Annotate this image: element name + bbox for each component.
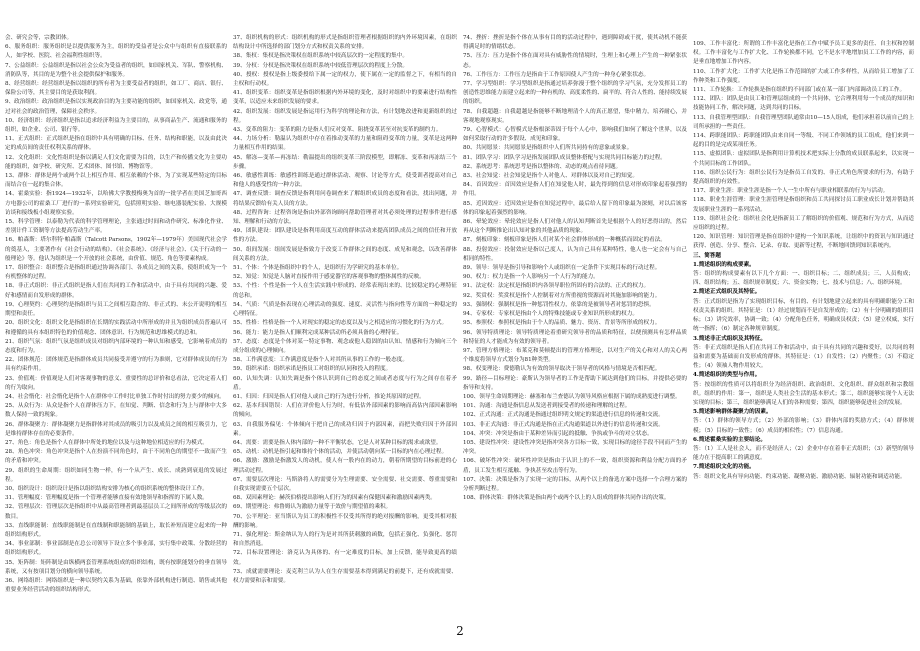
paragraph: 43、变革的阻力：变革的阻力是指人们反对变革、阻挠变革甚至对抗变革的制约力。 (233, 127, 442, 134)
paragraph: 答：按组织的性质可以将组织分为经济组织、政治组织、文化组织、群众组织和宗教组织。组织的作用：第一，组织是人类社会生活的基本形式；第二，组织能够实现个人无法实现的目标；第三，组织能够满足人们的各种需要；第四，组织能够促进社会的发展。 (693, 381, 914, 406)
paragraph: 36、网络组织：网络组织是一种以契约关系为基础，依靠外部机构进行制造、销售或其他重要业务经营活动的组织结构形式。 (5, 577, 227, 594)
paragraph: 24、社会惰化：社会惰化是指个人在群体中工作时比单独工作时付出的努力要少的倾向。 (5, 393, 225, 400)
paragraph: 38、集权：集权是指决策权在组织系统中较高层次的一定程度的集中。 (233, 53, 408, 60)
paragraph: 19、心理契约：心理契约是指组织与员工之间相互隐含的、非正式的、未公开说明的相互期望和责任。 (5, 301, 227, 318)
paragraph: 65、动机：动机是指引起和维持个体的活动，并使活动朝向某一目标的内在心理过程。 (233, 449, 448, 456)
paragraph: 111、工作轮换：工作轮换是指在组织的不同部门或在某一部门内部调动员工的工作。 (693, 87, 906, 94)
paragraph: 57、态度：态度是个体对某一特定事物、观念或他人稳固的由认知、情感和行为倾向三个成分组成的心理倾向。 (233, 338, 457, 354)
paragraph: 15、科学管理：以泰勒为代表的科学管理理论，主张通过时间和动作研究、标准化作业、差别计件工资制等方法提高劳动生产率。 (5, 219, 227, 235)
paragraph: 109、工作丰富化：所谓的工作丰富化是指在工作中赋予员工更多的责任、自主权和控制权。工作丰富化与工作扩大化、工作轮换都不同，它不是水平地增加员工工作的内容，而是垂直地增加工作内容。 (693, 41, 914, 66)
paragraph: 52、知觉：知觉是人脑对直接作用于感觉器官的客观事物的整体属性的反映。 (233, 274, 425, 281)
paragraph: 104、冲突：冲突是指由于某种差异而引起的抵触、争执或争斗的对立状态。 (463, 430, 653, 437)
paragraph: 47、调查反馈：调查反馈是指利用问卷调查来了解组织成员的态度和看法，找出问题，并将结果反馈给有关人员的方法。 (233, 191, 457, 207)
paragraph: 会、研究会等，宗教团体。 (5, 35, 73, 41)
paragraph: 45、解冻—变革—再冻结：勒温提出的组织变革三阶段模型，即解冻、变革和再冻结三个步骤。 (233, 154, 457, 170)
paragraph: 115、虚拟团队：虚拟团队是指利用计算机技术把实际上分散的成员联系起来，以实现一个共同目标的工作团队。 (693, 151, 914, 167)
paragraph: 44、力场分析：勒温认为组织中存在着推动变革的力量和阻碍变革的力量，变革是这两种力量相互作用的结果。 (233, 136, 457, 152)
paragraph: 68、双因素理论：赫茨伯格提出影响人们行为的因素有保健因素和激励因素两类。 (233, 495, 436, 502)
paragraph: 117、职业生涯：职业生涯是指一个人一生中所有与职业相联系的行为与活动。 (693, 188, 889, 195)
paragraph: 103、非正式沟通：非正式沟通是指在正式沟通渠道以外进行的信息传递和交流。 (463, 421, 664, 428)
paragraph: 62、基本归因错误：人们在评价他人行为时，有低估外部因素的影响而高估内部因素影响的倾向。 (233, 403, 457, 419)
paragraph: 7、公益组织：公益组织是指以社会公众为受益者的组织，如国家机关、军队、警察机构、消防队等，其目的是为整个社会提供保护和服务。 (5, 62, 227, 78)
paragraph: 40、授权：授权是指上级委授给下属一定的权力，使下属在一定的监督之下，有相当的自主权和行动权。 (233, 71, 457, 88)
paragraph: 63、自我服务偏见：个体倾向于把自己的成功归因于内部因素，而把失败归因于外部因素。 (233, 421, 457, 437)
paragraph: 92、奖赏权：奖赏权是指个人控制着对方所重视的资源而对其施加影响的能力。 (463, 292, 661, 299)
section-heading: 三、简答题 (693, 252, 721, 259)
paragraph: 89、领导：领导是指引导和影响个人或组织在一定条件下实现目标的行动过程。 (463, 265, 661, 272)
paragraph: 100、领导生命周期理论：赫塞和布兰查德认为领导风格应根据下属的成熟度进行调整。 (463, 393, 681, 400)
paragraph: 94、专家权：专家权是指由个人的特殊技能或专业知识所形成的权力。 (463, 311, 638, 318)
paragraph: 34、事业部制：事业部制是在总公司领导下设立多个事业部，实行集中政策、分散经营的组织结构形式。 (5, 541, 227, 557)
paragraph: 105、建设性冲突：建设性冲突是指冲突各方目标一致，实现目标的途径手段不同而产生的冲突。 (463, 439, 687, 456)
paragraph: 99、路径—目标理论：豪斯认为领导者的工作是帮助下属达到他们的目标，并提供必要的指导和支持。 (463, 375, 687, 391)
paragraph: 28、角色冲突：角色冲突是指个人在扮演不同角色时，由于不同角色的期望不一致而产生的矛盾和冲突。 (5, 449, 227, 465)
paragraph: 9、政治组织：政治组织是指以实现政治目的为主要功能的组织，如国家机关、政党等，通过对社会的政治管理，保障社会秩序。 (5, 99, 227, 115)
paragraph: 答：非正式组织是指人们在共同工作和活动中，由于具有共同的兴趣和爱好，以共同的利益和需要为基础而自发形成的群体。其特征是：（1）自发性；（2）内聚性；（3）不稳定性；（4）领袖人物作用较大。 (693, 344, 914, 370)
paragraph: 88、投射效应：投射效应是指以己度人，认为自己具有某种特性，他人也一定会有与自己相同的特性。 (463, 246, 687, 262)
paragraph: 答：（1）群体的领导方式；（2）外部的影响；（3）群体内部的奖励方式；（4）群体规模；（5）目标的一致性；（6）成员的相似性；（7）信息沟通。 (693, 418, 914, 434)
paragraph: 93、强制权：强制权是指一种惩罚性权力，依靠的是被领导者对惩罚的恐惧。 (463, 301, 655, 308)
paragraph: 118、职业生涯管理：职业生涯管理是指组织和员工共同探讨员工职业成长计划并帮助其发展职业生涯的一系列活动。 (693, 197, 914, 213)
paragraph: 79、心智模式：心智模式是指根深蒂固于每个人心中，影响我们如何了解这个世界，以及如何采取行动的许多假设、成见和印象。 (463, 127, 687, 143)
paragraph: 70、公平理论：亚当斯认为员工的积极性不仅受其所得的绝对报酬的影响，更受其相对报酬的影响。 (233, 513, 457, 529)
paragraph: 41、组织变革：组织变革是指组织根据内外环境的变化，及时对组织中的要素进行结构性变革，以适应未来组织发展的要求。 (233, 90, 457, 106)
paragraph: 98、权变理论：费德勒认为有效的领导取决于领导者的风格与情境是否相匹配。 (463, 366, 661, 373)
section-heading: 2.简述正式组织及其特征。 (693, 289, 761, 296)
paragraph: 112、团队：团队是由员工和管理层组成的一个共同体，它合理利用每一个成员的知识和技能协同工作，解决问题，达到共同的目标。 (693, 96, 914, 112)
paragraph: 18、非正式组织：非正式组织是指人们在共同的工作和活动中，由于具有共同的兴趣、爱好和感情而自发形成的群体。 (5, 283, 227, 299)
paragraph: 97、管理方格理论：布莱克和莫顿提出的管理方格理论，以对生产的关心和对人的关心两个维度将领导方式划分为81种类型。 (463, 347, 687, 364)
paragraph: 8、经营组织：经营组织是指以组织的所有者为主要受益者的组织，如工厂、商店、银行、保险公司等，其主要目的是获取利润。 (5, 81, 227, 97)
paragraph: 116、组织公民行为：组织公民行为是指员工自发的、非正式角色所要求的行为，有助于提高组织的有效性。 (693, 169, 914, 186)
paragraph: 108、群体决策：群体决策是指由两个或两个以上的人组成的群体共同作出的决策。 (463, 495, 670, 502)
paragraph: 53、个性：个性是指一个人在生活实践中形成的、经常表现出来的、比较稳定的心理特征的总和。 (233, 283, 457, 299)
paragraph: 75、压力：压力是指个体在面对具有威胁性的情境时，生理上和心理上产生的一种紧张状态。 (463, 53, 687, 69)
paragraph: 82、系统思考：系统思考是指以整体的、动态的观点看待问题。 (463, 163, 622, 170)
paragraph: 69、期望理论：弗鲁姆认为激励力量等于效价与期望值的乘积。 (233, 504, 392, 511)
paragraph: 30、组织设计：组织设计是指以组织结构安排为核心的组织系统的整体设计工作。 (5, 485, 208, 492)
paragraph: 33、直线职能制：直线职能制是在直线制和职能制的基础上，取长补短而建立起来的一种组织结构形式。 (5, 522, 227, 538)
paragraph: 54、气质：气质是指表现在心理活动的强度、速度、灵活性与指向性等方面的一种稳定的心理特征。 (233, 301, 457, 318)
paragraph: 106、破坏性冲突：破坏性冲突是指由于认识上的不一致，组织资源和利益分配方面的矛盾，员工发生相互抵触、争执甚至攻击等行为。 (463, 458, 687, 474)
paragraph: 60、认知失调：认知失调是指个体认识到自己的态度之间或者态度与行为之间存在着矛盾。 (233, 375, 457, 391)
paragraph: 74、挫折：挫折是指个体在从事有目的的活动过程中，遇到障碍或干扰，使其动机不能获得满足时的情绪状态。 (463, 35, 687, 51)
paragraph: 102、正式沟通：正式沟通是指通过组织明文规定的渠道进行信息的传递和交流。 (463, 412, 664, 419)
paragraph: 31、管理幅度：管理幅度是指一个管理者能够直接有效地领导和指挥的下属人数。 (5, 495, 208, 502)
text-column-3 (463, 34, 687, 618)
paragraph: 答：（1）工人是社会人，而不是经济人；（2）企业中存在着非正式组织；（3）新型的领导能力在于提高职工的满意度。 (693, 445, 914, 462)
paragraph: 77、学习型组织：学习型组织是指通过培养弥漫于整个组织的学习气氛，充分发挥员工的创造性思维能力而建立起来的一种有机的、高度柔性的、扁平的、符合人性的、能持续发展的组织。 (463, 81, 687, 106)
paragraph: 27、角色：角色是指个人在群体中所处的地位以及与这种地位相适应的行为模式。 (5, 439, 208, 446)
section-heading: 6.简述霍桑实验的主要结论。 (693, 436, 766, 443)
paragraph: 71、强化理论：斯金纳认为人的行为是对其所获刺激的函数，包括正强化、负强化、惩罚和自然消退。 (233, 531, 457, 548)
paragraph: 51、个体：个体是指组织中的个人，是组织行为学研究的基本单位。 (233, 265, 403, 272)
paragraph: 16、帕森斯：塔尔科特·帕森斯（Talcott Parsons，1902年—1979年）美国现代社会学的奠基人，主要著作有《社会行动的结构》、《社会系统》、《经济与社会》、《关于行动的一般理论》等。他认为组织是一个开放的社会系统，由价值、规范、角色等要素构成。 (5, 237, 227, 262)
paragraph: 32、管理层次：管理层次是指组织中从最高管理者到最基层员工之间所形成的等级层次的数目。 (5, 504, 227, 520)
paragraph: 113、自我管理型团队：自我管理型团队通常由10—15人组成，他们承担着以前自己的上司所承担的一些责任。 (693, 114, 914, 130)
paragraph: 29、组织的生命周期：组织如同生物一样，有一个从产生、成长、成熟到衰退的发展过程。 (5, 467, 227, 483)
page-number: 2 (456, 624, 464, 638)
section-heading: 1.简述组织的构成要素。 (693, 261, 755, 268)
paragraph: 26、群体凝聚力：群体凝聚力是指群体对其成员的吸引力以及成员之间的相互吸引力，它是维持群体存在的必要条件。 (5, 421, 227, 437)
paragraph: 107、决策：决策是指为了实现一定的目标，从两个以上的备选方案中选择一个合理方案的分析判断过程。 (463, 476, 687, 492)
paragraph: 67、需要层次理论：马斯洛将人的需要分为生理需要、安全需要、社交需要、尊重需要和自我实现需要五个层次。 (233, 476, 457, 492)
text-column-4 (693, 40, 914, 618)
paragraph: 22、团体规范：团体规范是指群体成员共同接受并遵守的行为准则，它对群体成员的行为具有约束作用。 (5, 357, 227, 373)
section-heading: 7.简述组织文化的功能。 (693, 464, 755, 471)
paragraph: 95、参照权：参照权是指由于个人的品质、魅力、资历、背景等所形成的权力。 (463, 320, 661, 327)
paragraph: 21、组织气氛：组织气氛是组织成员对组织内部环境的一种认知和感受，它影响着成员的态度和行为。 (5, 338, 227, 354)
paragraph: 13、群体：群体是两个或两个以上相互作用、相互依赖的个体，为了实现某些特定的目标而结合在一起的集合体。 (5, 173, 227, 189)
paragraph: 答：正式组织是指为了实现组织目标，有目的、有计划地建立起来的具有明确职能分工和权责关系的组织。其特征是：（1）经过规划而不是自发形成的；（2）有十分明确的组织目标；（3）讲究效率，协调一致；（4）分配角色任务，明确成员权责；（5）建立权威，实行统一指挥；（6）制定各种规章制度。 (693, 298, 914, 333)
paragraph: 78、自我超越：自我超越是指能够不断地理清个人的真正愿望，集中精力，培养耐心，并客观地观察现实。 (463, 108, 687, 124)
paragraph: 55、性格：性格是指一个人对现实的稳定的态度以及与之相适应的习惯化的行为方式。 (233, 320, 448, 327)
paragraph: 114、跨职能团队：跨职能团队由来自同一等级、不同工作领域的员工组成，他们来到一起的目的是完成某项任务。 (693, 133, 914, 149)
section-heading: 5.简述影响群体凝聚力的因素。 (693, 409, 772, 416)
paragraph: 85、近因效应：近因效应是指在知觉过程中，最后给人留下的印象最为深刻，对以后该客体的印象起着强烈的影响。 (463, 200, 687, 216)
paragraph: 50、组间发展：组间发展是指致力于改变工作群体之间的态度、成见和观念，以改善群体间关系的方法。 (233, 246, 457, 262)
paragraph: 42、组织发展：组织发展是指运用行为科学的理论和方法，有计划地改进和更新组织的过程。 (233, 108, 457, 124)
paragraph: 56、能力：能力是指人们顺利完成某种活动所必须具备的心理特征。 (233, 329, 403, 336)
paragraph: 87、刻板印象：刻板印象是指人们对某个社会群体形成的一种概括而固定的看法。 (463, 237, 666, 244)
paragraph: 37、组织机构的形式：组织机构的形式是指组织管理者根据组织的内外环境因素，在组织结构设计中所选择的部门划分方式和权责关系的安排。 (233, 35, 457, 51)
paragraph: 59、组织承诺：组织承诺是指员工对组织的认同和投入的程度。 (233, 366, 392, 373)
paragraph: 35、矩阵制：矩阵制是由纵横两套管理系统组成的组织结构，既有按职能划分的垂直领导系统，又有按项目划分的横向领导系统。 (5, 559, 227, 575)
paragraph: 48、过程咨询：过程咨询是指由外部咨询顾问帮助管理者对其必须处理的过程事件进行感知、理解和行动的方法。 (233, 209, 457, 226)
paragraph: 23、价值观：价值观是人们对客观事物的意义、重要性的总评价和总看法，它决定着人们的行为取向。 (5, 375, 227, 391)
paragraph: 6、服务组织：服务组织是以提供服务为主，组织的受益者是公众中与组织有直接联系的人，如学校、医院、社会福利性组织等。 (5, 44, 227, 60)
paragraph: 119、组织社会化：组织社会化是指新员工了解组织的价值观、规范和行为方式，从而适应组织的过程。 (693, 215, 914, 232)
text-column-2 (233, 34, 457, 618)
paragraph: 91、法定权：法定权是指组织内各领导职位所固有的合法的、正式的权力。 (463, 283, 650, 290)
paragraph: 96、领导特质理论：领导特质理论着重研究领导者的品质和特征，以便预测具有怎样品质和特征的人才能成为有效的领导者。 (463, 329, 687, 345)
paragraph: 72、目标设置理论：洛克认为具体的、有一定难度的目标，加上反馈，能导致更高的绩效。 (233, 550, 457, 566)
paragraph: 39、分权：分权是指决策权在组织系统中较低管理层次的程度上分散。 (233, 62, 408, 69)
paragraph: 12、文化组织：文化性组织是指以满足人们文化需要为目的，以生产和传播文化为主要功能的组织，如学校、研究所、艺术团体、图书馆、博物馆等。 (5, 154, 227, 170)
paragraph: 10、经济组织：经济组织是指以追求经济利益为主要目的，从事商品生产、流通和服务的组织，如企业、公司、银行等。 (5, 117, 227, 134)
paragraph: 101、沟通：沟通是指信息从发送者到接受者的传递和理解的过程。 (463, 403, 631, 410)
paragraph: 90、权力：权力是指一个人影响另一个人行为的能力。 (463, 274, 599, 281)
text-column-1 (5, 34, 227, 618)
paragraph: 25、从众行为：从众是指个人在群体压力下，在知觉、判断、信念和行为上与群体中大多数人保持一致的现象。 (5, 403, 227, 419)
paragraph: 81、团队学习：团队学习是指发展团队成员整体搭配与实现共同目标能力的过程。 (463, 154, 666, 161)
paragraph: 73、成就需要理论：麦克利兰认为人在生存需要基本得到满足的前提下，还有成就需要、权力需要和亲和需要。 (233, 568, 457, 584)
section-heading: 3.简述非正式组织及其特征。 (693, 335, 766, 342)
paragraph: 66、激励：激励是指激发人的动机，使人有一股内在的动力，朝着所期望的目标前进的心理活动过程。 (233, 458, 457, 474)
paragraph: 120、知识管理：知识管理是指在组织中建构一个知识系统，让组织中的资讯与知识通过获得、创造、分享、整合、记录、存取、更新等过程，不断地回馈到知识系统内。 (693, 234, 914, 250)
paragraph: 61、归因：归因是指人们对他人或自己的行为进行分析，推论其原因的过程。 (233, 393, 425, 400)
paragraph: 84、首因效应：首因效应是指人们在知觉他人时，最先得到的信息对形成印象起着强烈的作用。 (463, 182, 687, 198)
paragraph: 58、工作满意度：工作满意度是指个人对其所从事的工作的一般态度。 (233, 357, 408, 364)
paragraph: 86、晕轮效应：晕轮效应是指人们对他人的认知判断首先是根据个人的好恶得出的，然后再从这个判断推论出认知对象的其他品质的现象。 (463, 219, 687, 235)
paragraph: 20、组织文化：组织文化是指组织在长期的实践活动中所形成的并且为组织成员普遍认可和遵循的具有本组织特色的价值观念、团体意识、行为规范和思维模式的总和。 (5, 320, 227, 336)
paragraph: 64、需要：需要是指人体内部的一种不平衡状态，它是人对某种目标的渴求或欲望。 (233, 439, 442, 446)
paragraph: 49、团队建设：团队建设是指利用高度互动的群体活动来提高团队成员之间的信任和开放性的方法。 (233, 228, 457, 244)
paragraph: 11、正式组织：正式组织是指在组织中具有明确的目标、任务、结构和职能，以及由此决定的成员间的责任权利关系的群体。 (5, 136, 227, 152)
section-heading: 4.简述组织的类型与作用。 (693, 372, 761, 379)
paragraph: 110、工作扩大化：工作扩大化是指工作范围的扩大或工作多样性，从而给员工增加了工作种类和工作强度。 (693, 68, 914, 84)
paragraph: 答：组织的构成要素有以下几个方面：一、组织目标；二、组织成员；三、人员构成；四、组织结构；五、组织规章制度；六、资金实物；七、技术与信息；八、组织环境。 (693, 271, 914, 287)
paragraph: 答：组织文化具有导向功能、约束功能、凝聚功能、激励功能、辐射功能和调适功能。 (693, 473, 906, 480)
paragraph: 80、共同愿景：共同愿景是指组织中人们所共同持有的意象或景象。 (463, 145, 633, 152)
paragraph: 17、组织整合：组织整合是指组织通过协调各部门、各成员之间的关系，使组织成为一个有机整体的过程。 (5, 265, 227, 281)
paragraph: 14、霍桑实验：指1924—1932年，以哈佛大学教授梅奥为首的一批学者在美国芝加哥西方电器公司的霍桑工厂进行的一系列实验研究，包括照明实验、继电器装配实验、大规模访谈和接线板小组观察实验。 (5, 191, 227, 216)
paragraph: 83、社会知觉：社会知觉是指个人对他人、对群体以及对自己的知觉。 (463, 173, 638, 180)
paragraph: 46、敏感性训练：敏感性训练是通过群体活动、观察、讨论等方式，使受训者提高对自己和他人的感受性的一种方法。 (233, 173, 457, 189)
paragraph: 76、工作压力：工作压力是指由于工作原因使人产生的一种身心紧张状态。 (463, 71, 650, 78)
